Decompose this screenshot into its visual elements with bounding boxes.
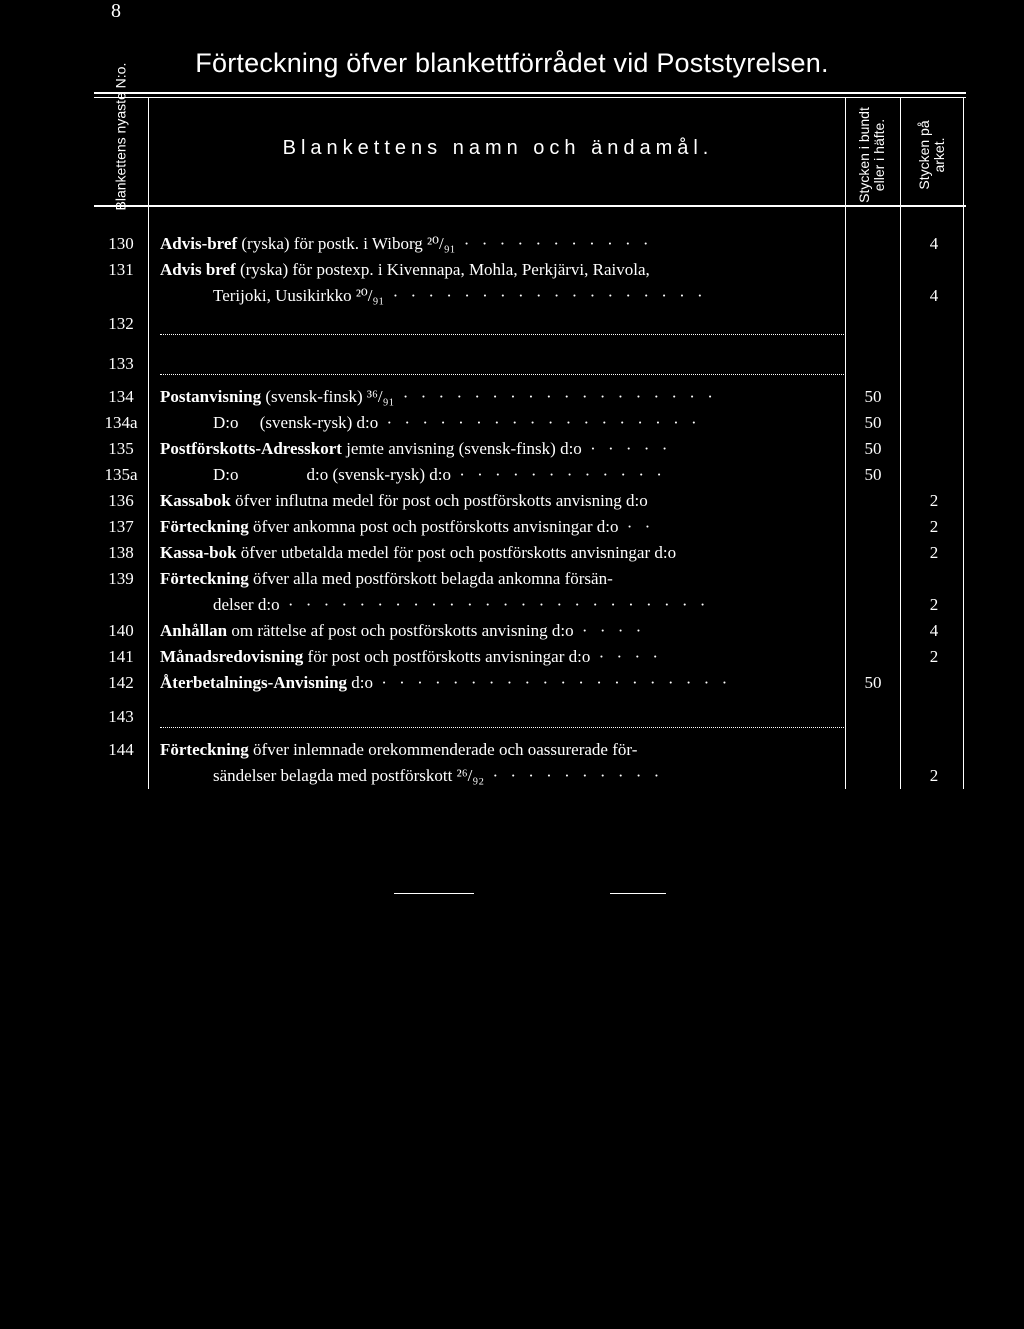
row-description: [213, 766, 663, 786]
form-name: Postanvisning: [160, 387, 262, 406]
row-description: [160, 439, 671, 459]
end-rule: [610, 893, 666, 894]
header-bundle: [857, 105, 887, 205]
row-description: [213, 413, 701, 433]
form-name: Advis bref: [160, 260, 236, 279]
row-description: [160, 543, 676, 563]
sheet-count: 2: [929, 517, 939, 536]
row-description: [160, 260, 650, 280]
leader-dots: · · · · · · · · · · · · · · · · · ·: [394, 387, 717, 406]
row-number: 134a: [104, 413, 138, 432]
bundle-count: 50: [864, 387, 882, 406]
leader-dots: · · · ·: [573, 621, 646, 640]
leader-dots: · · · · · · · · · · · · · · · · · · · ·: [373, 673, 732, 692]
row-number: 142: [108, 673, 134, 692]
sheet-count: 4: [929, 621, 939, 640]
form-name: Kassa-bok: [160, 543, 237, 562]
row-description: [160, 387, 717, 407]
row-description: [160, 740, 637, 760]
leader-dots: · · · · · · · · · · · · · · · · · ·: [384, 286, 707, 305]
table-top-rule-thin: [94, 97, 966, 98]
row-text: (ryska) för postexp. i Kivennapa, Mohla, Perkjärvi, Raivola,: [235, 260, 650, 279]
page-title: Förteckning öfver blankettförrådet vid Poststyrelsen.: [195, 48, 829, 78]
table-top-rule: [94, 92, 966, 94]
row-description: [213, 286, 707, 306]
leader-dots: · · · · · · · · · · · ·: [450, 465, 666, 484]
leader-dots: · · · · · · · · · · ·: [455, 234, 653, 253]
sheet-count: 2: [929, 595, 939, 614]
table-row: [0, 314, 1024, 340]
header-sheet-label: Stycken på arket.: [916, 120, 947, 190]
leader-dots: · · · · · · · · · ·: [484, 766, 664, 785]
row-text: D:o d:o (svensk-rysk) d:o: [213, 465, 451, 484]
bundle-count: 50: [864, 413, 882, 432]
header-sheet: [917, 105, 947, 205]
row-number: 143: [108, 707, 134, 726]
row-number: 130: [108, 234, 134, 253]
row-number: 135a: [104, 465, 138, 484]
row-description: [213, 595, 709, 615]
form-name: Månadsredovisning: [160, 647, 304, 666]
row-number: 138: [108, 543, 134, 562]
header-bottom-rule: [94, 205, 966, 207]
leader-dots: · · · ·: [590, 647, 663, 666]
row-number: 131: [108, 260, 134, 279]
bundle-count: 50: [864, 465, 882, 484]
blank-entry-line: [160, 727, 844, 728]
row-description: [160, 569, 613, 589]
row-number: 139: [108, 569, 134, 588]
row-description: [160, 673, 731, 693]
table-row: [0, 439, 1024, 465]
leader-dots: · · · · · · · · · · · · · · · · · · · · · · · ·: [279, 595, 710, 614]
row-description: [160, 491, 648, 511]
leader-dots: · · · · · · · · · · · · · · · · · ·: [378, 413, 701, 432]
row-description: [160, 234, 653, 254]
form-name: Postförskotts-Adresskort: [160, 439, 342, 458]
table-row: [0, 354, 1024, 380]
table-row: [0, 234, 1024, 260]
table-row: [0, 621, 1024, 647]
row-text: öfver utbetalda medel för post och postförskotts anvisningar d:o: [236, 543, 677, 562]
row-number: 141: [108, 647, 134, 666]
sheet-count: 2: [929, 647, 939, 666]
form-name: Förteckning: [160, 569, 249, 588]
header-name: Blankettens namn och ändamål.: [282, 137, 714, 159]
row-text: jemte anvisning (svensk-finsk) d:o: [341, 439, 582, 458]
form-name: Advis-bref: [160, 234, 238, 253]
table-row: [0, 491, 1024, 517]
row-text: öfver inlemnade orekommenderade och oassurerade för-: [248, 740, 638, 759]
row-number: 133: [108, 354, 134, 373]
sheet-count: 4: [929, 286, 939, 305]
row-description: [213, 465, 666, 485]
row-text: delser d:o: [213, 595, 280, 614]
row-text: D:o (svensk-rysk) d:o: [213, 413, 379, 432]
row-text: öfver influtna medel för post och postförskotts anvisning d:o: [230, 491, 648, 510]
row-number: 135: [108, 439, 134, 458]
sheet-count: 2: [929, 766, 939, 785]
leader-dots: · ·: [618, 517, 655, 536]
form-name: Förteckning: [160, 740, 249, 759]
sheet-count: 2: [929, 491, 939, 510]
form-name: Kassabok: [160, 491, 231, 510]
form-name: Anhållan: [160, 621, 228, 640]
blank-entry-line: [160, 334, 844, 335]
row-text: om rättelse af post och postförskotts anvisning d:o: [227, 621, 574, 640]
row-description: [160, 621, 645, 641]
header-bundle-label: Stycken i bundt eller i häfte.: [856, 107, 887, 203]
blank-entry-line: [160, 374, 844, 375]
row-text: (svensk-finsk) ³⁶/₉₁: [261, 387, 395, 406]
table-row: [0, 465, 1024, 491]
row-number: 132: [108, 314, 134, 333]
header-number: [112, 62, 129, 211]
table-row: [0, 647, 1024, 673]
header-number-label: Blankettens nyaste N:o.: [112, 62, 129, 211]
table-row: [0, 260, 1024, 305]
bundle-count: 50: [864, 673, 882, 692]
row-description: [160, 517, 654, 537]
row-number: 144: [108, 740, 134, 759]
row-number: 140: [108, 621, 134, 640]
row-text: Terijoki, Uusikirkko ²⁰/₉₁: [213, 286, 385, 305]
row-text: öfver ankomna post och postförskotts anvisningar d:o: [248, 517, 619, 536]
row-number: 137: [108, 517, 134, 536]
table-row: [0, 517, 1024, 543]
table-row: [0, 387, 1024, 413]
row-text: öfver alla med postförskott belagda ankomna försän-: [248, 569, 613, 588]
row-description: [160, 647, 662, 667]
page-number: 8: [111, 0, 121, 22]
form-name: Förteckning: [160, 517, 249, 536]
row-number: 136: [108, 491, 134, 510]
end-rule: [394, 893, 474, 894]
table-row: [0, 543, 1024, 569]
leader-dots: · · · · ·: [581, 439, 672, 458]
row-text: sändelser belagda med postförskott ²⁶/₉₂: [213, 766, 485, 785]
table-row: [0, 707, 1024, 733]
bundle-count: 50: [864, 439, 882, 458]
form-name: Återbetalnings-Anvisning: [160, 673, 348, 692]
row-text: d:o: [347, 673, 374, 692]
table-row: [0, 569, 1024, 614]
table-row: [0, 740, 1024, 785]
sheet-count: 4: [929, 234, 939, 253]
row-text: (ryska) för postk. i Wiborg ²⁰/₉₁: [237, 234, 456, 253]
row-text: för post och postförskotts anvisningar d:o: [303, 647, 591, 666]
row-number: 134: [108, 387, 134, 406]
table-row: [0, 413, 1024, 439]
table-row: [0, 673, 1024, 699]
sheet-count: 2: [929, 543, 939, 562]
